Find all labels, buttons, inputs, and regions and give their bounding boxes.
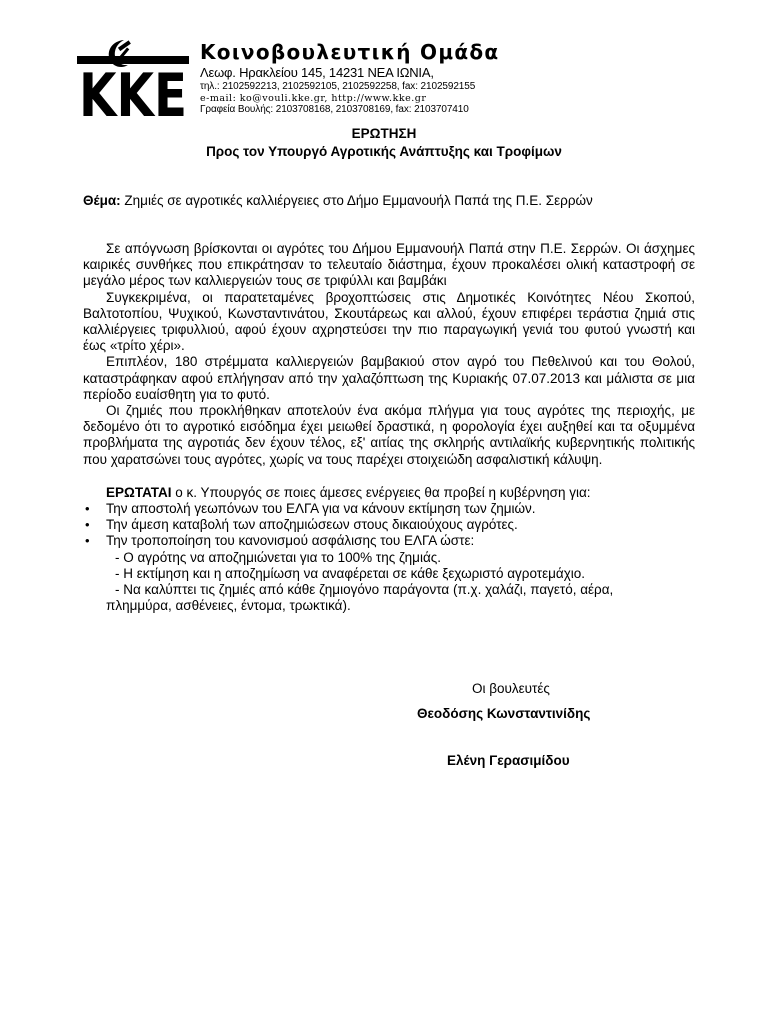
document-type: ΕΡΩΤΗΣΗ: [351, 126, 417, 141]
email-line: e-mail: ko@vouli.kke.gr, http://www.kke.gr: [200, 93, 427, 104]
paragraph: Οι ζημιές που προκλήθηκαν αποτελούν ένα ακόμα πλήγμα για τους αγρότες της περιοχής, με δεδομένο ότι το αγροτικό εισόδημα έχει μειωθεί δραστικά, η φορολογία έχει αυξηθεί και τα οξυμμένα προβλήματα της αγροτιάς δεν έχουν τέλος, εξ' αιτίας της σκληρής αντιλαϊκής κυβερνητικής πολιτικής που χαρατσώνει τους αγρότες, χωρίς να τους παρέχει στοιχειώδη ασφαλιστική κάλυψη.: [83, 403, 695, 467]
kke-logo: [77, 36, 189, 131]
subject-label: Θέμα:: [83, 193, 121, 208]
list-item: [83, 517, 695, 533]
sub-item: - Να καλύπτει τις ζημιές από κάθε ζημιογόνο παράγοντα (π.χ. χαλάζι, παγετό, αέρα,: [115, 582, 614, 598]
signature-name: Θεοδόσης Κωνσταντινίδης: [417, 706, 591, 721]
address: Λεωφ. Ηρακλείου 145, 14231 ΝΕΑ ΙΩΝΙΑ,: [200, 65, 434, 80]
list-item-text: Την αποστολή γεωπόνων του ΕΛΓΑ για να κάνουν εκτίμηση των ζημιών.: [106, 501, 536, 517]
question-intro: [83, 485, 695, 501]
bullet-icon: •: [85, 501, 90, 517]
list-item: [83, 501, 695, 517]
signature-name: Ελένη Γερασιμίδου: [447, 753, 570, 768]
subject-text: Ζημιές σε αγροτικές καλλιέργειες στο Δήμο Εμμανουήλ Παπά της Π.Ε. Σερρών: [124, 193, 593, 208]
org-title: Κοινοβουλευτική Ομάδα: [200, 40, 500, 64]
sub-item: - Η εκτίμηση και η αποζημίωση να αναφέρεται σε κάθε ξεχωριστό αγροτεμάχιο.: [115, 565, 586, 581]
paragraph: Επιπλέον, 180 στρέμματα καλλιεργειών βαμβακιού στον αγρό του Πεθελινού και του Θολού, καταστράφηκαν αφού επλήγησαν από την χαλαζόπτωση της Κυριακής 07.07.2013 και μάλιστα σε μια περίοδο ευαίσθητη για το φυτό.: [83, 354, 695, 402]
sub-item: - Ο αγρότης να αποζημιώνεται για το 100% της ζημιάς.: [115, 549, 442, 565]
question-label: ΕΡΩΤΑΤΑΙ: [106, 484, 172, 500]
bullet-icon: •: [85, 533, 90, 549]
phone-line: τηλ.: 2102592213, 2102592105, 2102592258, fax: 2102592155: [200, 81, 476, 92]
subject-line: [83, 193, 593, 208]
bullet-icon: •: [85, 517, 90, 533]
spacer: [83, 468, 695, 485]
document-body: [83, 241, 695, 614]
sub-item-continuation: πλημμύρα, ασθένειες, έντομα, τρωκτικά).: [106, 598, 351, 614]
request-list: [83, 501, 695, 550]
paragraph: Συγκεκριμένα, οι παρατεταμένες βροχοπτώσεις στις Δημοτικές Κοινότητες Νέου Σκοπού, Βαλτοτοπίου, Ψυχικού, Κωνσταντινάτου, Σκουτάρεως και αλλού, έχουν επιφέρει τεράστια ζημιά στις καλλιέργειες τριφυλλιού, αφού έχουν αχρηστεύσει την πιο παραγωγική γενιά του φυτού γνωστή και έως «τρίτο χέρι».: [83, 289, 695, 354]
parliament-offices-line: Γραφεία Βουλής: 2103708168, 2103708169, fax: 2103707410: [200, 104, 469, 115]
list-item-text: Την άμεση καταβολή των αποζημιώσεων στους δικαιούχους αγρότες.: [106, 517, 518, 533]
signatures-label: Οι βουλευτές: [472, 681, 550, 696]
question-text: ο κ. Υπουργός σε ποιες άμεσες ενέργειες θα προβεί η κυβέρνηση για:: [171, 484, 591, 500]
paragraph: Σε απόγνωση βρίσκονται οι αγρότες του Δήμου Εμμανουήλ Παπά στην Π.Ε. Σερρών. Οι άσχημες καιρικές συνθήκες που επικράτησαν το τελευταίο διάστημα, έχουν προκαλέσει ολική καταστροφή σε μεγάλο μέρος των καλλιεργειών τους σε τριφύλλι και βαμβάκι: [83, 241, 695, 289]
list-item-text: Την τροποποίηση του κανονισμού ασφάλισης του ΕΛΓΑ ώστε:: [106, 533, 475, 549]
logo-letters: KKE: [79, 61, 187, 131]
hammer-sickle-icon: [77, 36, 189, 131]
list-item: [83, 533, 695, 549]
document-recipient: Προς τον Υπουργό Αγροτικής Ανάπτυξης και Τροφίμων: [206, 144, 562, 159]
